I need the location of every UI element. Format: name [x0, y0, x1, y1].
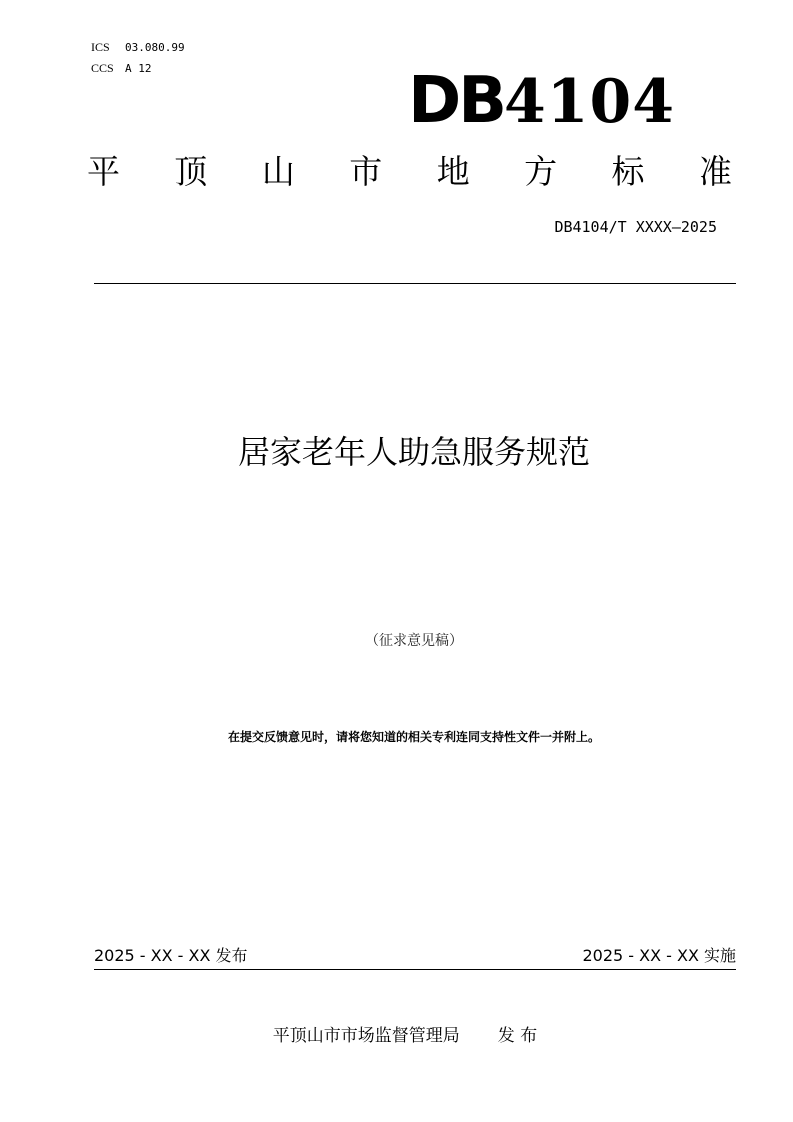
standard-type-heading [87, 150, 732, 194]
issue-date: 2025 - XX - XX 发布 [94, 946, 248, 965]
standard-number: DB4104/T XXXX—2025 [554, 218, 717, 236]
standard-type-char: 方 [524, 152, 558, 191]
ics-value: 03.080.99 [125, 41, 185, 54]
standard-type-char: 准 [698, 152, 732, 191]
standard-code-number: 4104 [504, 67, 675, 137]
footer-divider [94, 969, 736, 970]
ccs-classification [91, 61, 152, 76]
header-divider [94, 283, 736, 284]
implementation-date: 2025 - XX - XX 实施 [582, 946, 736, 965]
ccs-value: A 12 [125, 62, 152, 75]
standard-type-char: 标 [611, 152, 645, 191]
draft-status: （征求意见稿） [365, 633, 463, 649]
document-title: 居家老年人助急服务规范 [237, 433, 590, 471]
standard-code-logo [408, 66, 675, 137]
patent-notice: 在提交反馈意见时，请将您知道的相关专利连同支持性文件一并附上。 [227, 730, 600, 744]
standard-type-char: 地 [436, 152, 470, 191]
standard-type-char: 山 [261, 152, 295, 191]
standard-type-char: 平 [87, 152, 120, 191]
standard-code-prefix: DB [408, 64, 504, 138]
ccs-label: CCS [91, 61, 114, 75]
ics-classification [91, 40, 185, 55]
ics-label: ICS [91, 40, 110, 54]
standard-type-char: 顶 [174, 152, 208, 191]
standard-type-char: 市 [349, 152, 383, 191]
issuer-line [0, 1024, 793, 1048]
issuer-action: 发 布 [497, 1026, 538, 1046]
issuer-name: 平顶山市市场监督管理局 [272, 1026, 460, 1046]
